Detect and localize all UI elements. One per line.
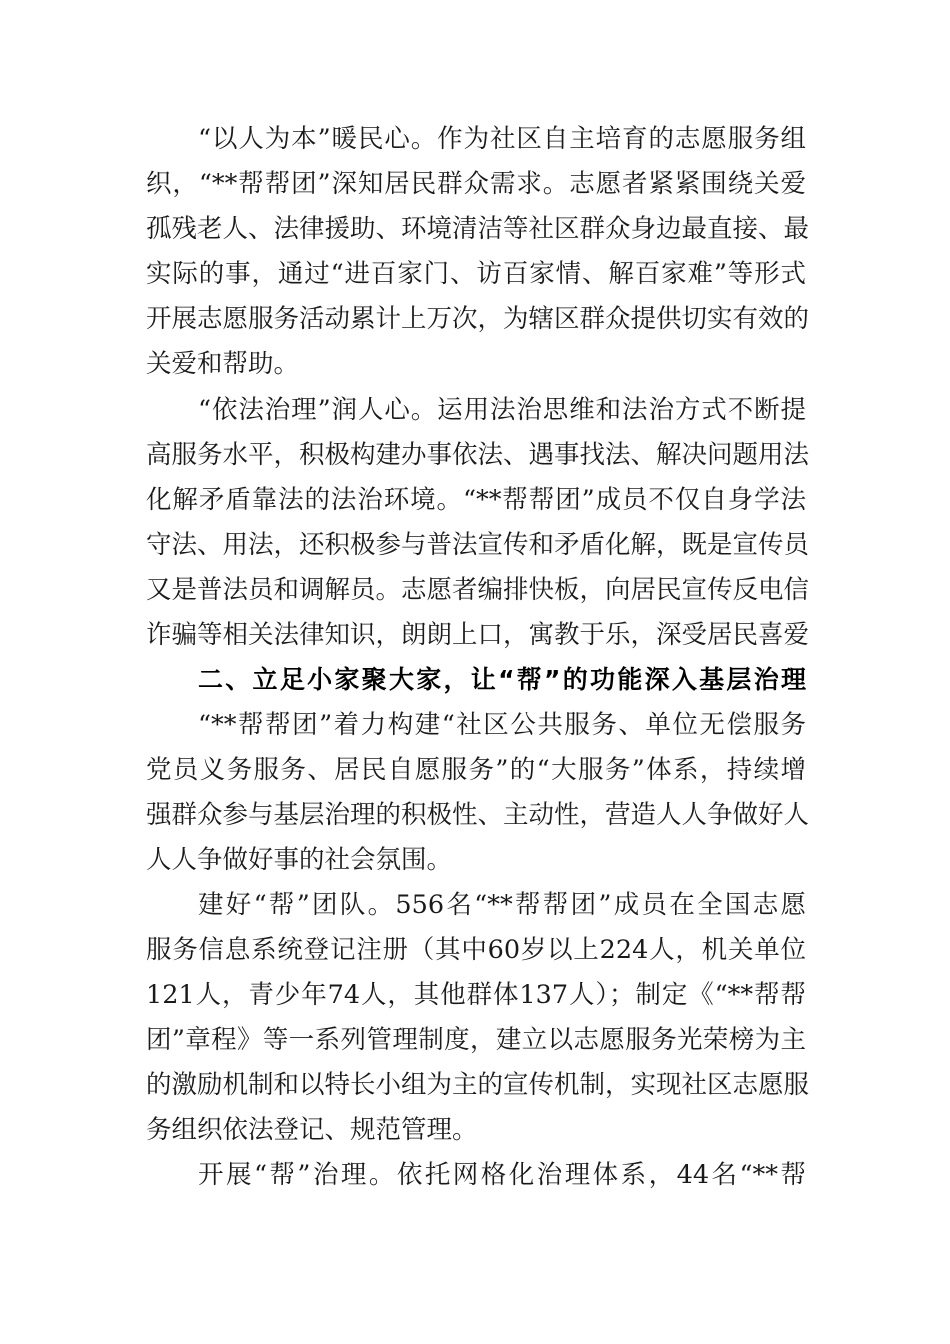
paragraph-line: “**帮帮团”着力构建“社区公共服务、单位无偿服务: [198, 710, 806, 740]
paragraph-line: “以人为本”暖民心。作为社区自主培育的志愿服务组: [198, 124, 806, 154]
paragraph-line: 织，“**帮帮团”深知居民群众需求。志愿者紧紧围绕关爱: [146, 169, 806, 199]
paragraph-line: 守法、用法，还积极参与普法宣传和矛盾化解，既是宣传员: [146, 530, 810, 560]
paragraph-line: 高服务水平，积极构建办事依法、遇事找法、解决问题用法: [146, 440, 810, 470]
paragraph-line: 务组织依法登记、规范管理。: [146, 1115, 478, 1145]
paragraph-line: 建好“帮”团队。556名“**帮帮团”成员在全国志愿: [198, 890, 806, 920]
section-heading: 二、立足小家聚大家，让“帮”的功能深入基层治理: [198, 665, 806, 694]
paragraph-line: 服务信息系统登记注册（其中60岁以上224人，机关单位: [146, 935, 806, 965]
paragraph-line: 化解矛盾靠法的法治环境。“**帮帮团”成员不仅自身学法: [146, 485, 806, 515]
paragraph-line: “依法治理”润人心。运用法治思维和法治方式不断提: [198, 395, 806, 425]
paragraph-line: 团”章程》等一系列管理制度，建立以志愿服务光荣榜为主: [146, 1025, 806, 1055]
paragraph-line: 开展志愿服务活动累计上万次，为辖区群众提供切实有效的: [146, 304, 810, 334]
paragraph-line: 又是普法员和调解员。志愿者编排快板，向居民宣传反电信: [146, 575, 810, 605]
paragraph-line: 人人争做好事的社会氛围。: [146, 845, 453, 875]
paragraph-line: 121人，青少年74人，其他群体137人）；制定《“**帮帮: [146, 980, 806, 1010]
paragraph-line: 关爱和帮助。: [146, 349, 300, 379]
paragraph-line: 党员义务服务、居民自愿服务”的“大服务”体系，持续增: [146, 755, 806, 785]
paragraph-line: 强群众参与基层治理的积极性、主动性，营造人人争做好人: [146, 800, 810, 830]
paragraph-line: 实际的事，通过“进百家门、访百家情、解百家难”等形式: [146, 259, 806, 289]
paragraph-line: 诈骗等相关法律知识，朗朗上口，寓教于乐，深受居民喜爱: [146, 620, 810, 650]
paragraph-line: 的激励机制和以特长小组为主的宣传机制，实现社区志愿服: [146, 1070, 810, 1100]
paragraph-line: 孤残老人、法律援助、环境清洁等社区群众身边最直接、最: [146, 214, 810, 244]
paragraph-line: 开展“帮”治理。依托网格化治理体系，44名“**帮: [198, 1160, 806, 1190]
